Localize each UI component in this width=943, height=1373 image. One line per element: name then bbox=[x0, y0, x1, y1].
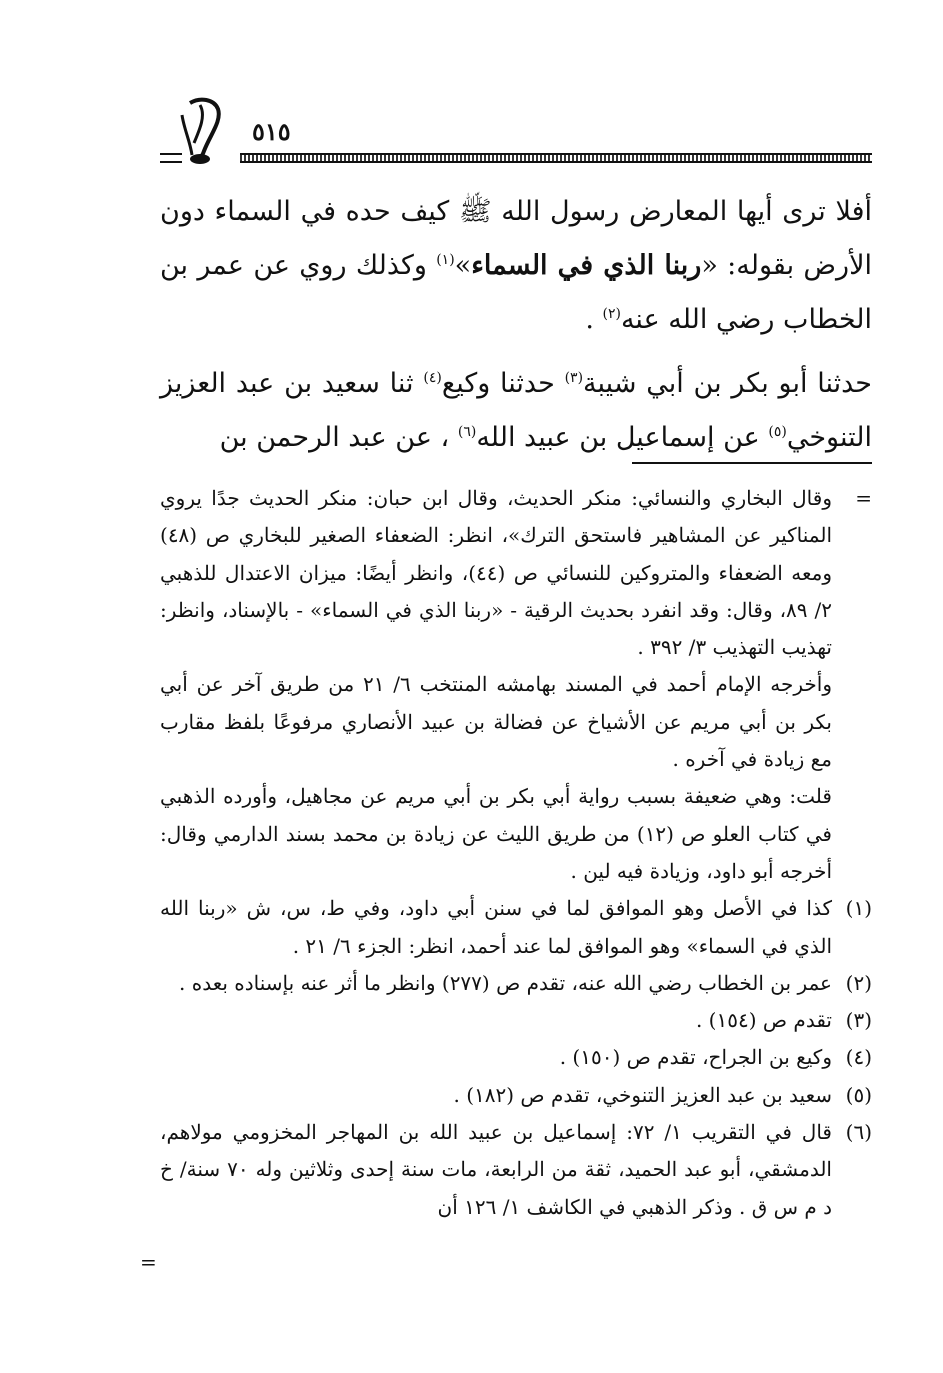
footnote-number: (١) bbox=[845, 896, 872, 921]
main-text bbox=[160, 185, 872, 465]
continuation-text-2: وأخرجه الإمام أحمد في المسند بهامشه المنتخب ٦/ ٢١ من طريق آخر عن أبي بكر بن أبي مريم عن الأشياخ عن فضالة بن عبيد الأنصاري مرفوعًا بلفظ مقارب مع زيادة في آخره . bbox=[160, 672, 832, 772]
footnote-ref-5: (٥) bbox=[768, 424, 787, 440]
footnote-1 bbox=[160, 890, 872, 965]
footnote-ref-1: (١) bbox=[436, 252, 455, 268]
footnote-ref-2: (٢) bbox=[602, 306, 621, 322]
footnote-text: وكيع بن الجراح، تقدم ص (١٥٠) . bbox=[559, 1045, 832, 1070]
continuation-text-1: وقال البخاري والنسائي: منكر الحديث، وقال ابن حبان: منكر الحديث جدًا يروي المناكير عن المشاهير فاستحق الترك»، انظر: الضعفاء الصغير للبخاري ص (٤٨) ومعه الضعفاء والمتروكين للنسائي ص (٤٤)، وانظر أيضًا: ميزان الاعتدال للذهبي ٢/ ٨٩، وقال: وقد انفرد بحديث الرقية - «ربنا الذي في السماء» - بالإسناد، وانظر: تهذيب التهذيب ٣/ ٣٩٢ . bbox=[160, 486, 833, 660]
continuation-text-3: قلت: وهي ضعيفة بسبب رواية أبي بكر بن أبي مريم عن مجاهيل، وأورده الذهبي في كتاب العلو ص (١٢) من طريق الليث عن زيادة بن محمد بسند الدارمي وقال: أخرجه أبو داود، وزيادة فيه لين . bbox=[160, 784, 832, 883]
page-header bbox=[160, 95, 872, 167]
header-rule bbox=[240, 153, 872, 163]
footnote-separator bbox=[632, 462, 872, 464]
footnote-text: تقدم ص (١٥٤) . bbox=[695, 1008, 832, 1033]
footnote-number: (٥) bbox=[845, 1082, 872, 1107]
footnote-ref-3: (٣) bbox=[564, 370, 584, 386]
footnote-5 bbox=[160, 1077, 872, 1114]
paragraph-1: أفلا ترى أيها المعارض رسول الله ﷺ كيف حده في السماء دون الأرض بقوله: «ربنا الذي في السماء»$^{(١)}$ وكذلك روي عن عمر بن الخطاب رضي الله عنه$^{(٢)}$ . bbox=[160, 196, 873, 335]
header-rule-left bbox=[160, 153, 182, 163]
continuation-marker: = bbox=[855, 486, 872, 510]
footnote-text: قال في التقريب ١/ ٧٢: إسماعيل بن عبيد الله بن المهاجر المخزومي مولاهم، الدمشقي، أبو عبد الحميد، ثقة من الرابعة، مات سنة إحدى وثلاثين وله ٧٠ سنة/ خ د م س ق . وذكر الذهبي في الكاشف ١/ ١٢٦ أن bbox=[160, 1120, 832, 1219]
continuation-end-marker: = bbox=[140, 1250, 157, 1274]
hadith-quote: ربنا الذي في السماء bbox=[471, 250, 702, 281]
footnote-4 bbox=[160, 1039, 872, 1076]
footnote-text: كذا في الأصل وهو الموافق لما في سنن أبي داود، وفي ط، س، ش «ربنا الله الذي في السماء» وهو الموافق لما عند أحمد، انظر: الجزء ٦/ ٢١ . bbox=[160, 896, 832, 958]
footnote-3 bbox=[160, 1002, 872, 1039]
footnote-number: (٢) bbox=[845, 970, 872, 995]
footnote-number: (٦) bbox=[845, 1120, 872, 1145]
footnote-6 bbox=[160, 1114, 872, 1226]
footnote-ref-4: (٤) bbox=[423, 370, 442, 386]
paragraph-2: حدثنا أبو بكر بن أبي شيبة$^{(٣)}$ حدثنا وكيع$^{(٤)}$ ثنا سعيد بن عبد العزيز التنوخي$^{(٥)}$ عن إسماعيل بن عبيد الله$^{(٦)}$ ، عن عبد الرحمن بن bbox=[160, 368, 873, 453]
footnote-2 bbox=[160, 965, 872, 1002]
footnote-continuation bbox=[160, 480, 872, 666]
footnote-text: سعيد بن عبد العزيز التنوخي، تقدم ص (١٨٢) . bbox=[453, 1082, 832, 1107]
footnotes bbox=[160, 480, 872, 1226]
footnote-ref-6: (٦) bbox=[457, 424, 477, 440]
footnote-number: (٣) bbox=[845, 1008, 872, 1033]
footnote-number: (٤) bbox=[845, 1045, 872, 1070]
footnote-text: عمر بن الخطاب رضي الله عنه، تقدم ص (٢٧٧) وانظر ما أثر عنه بإسناده بعده . bbox=[179, 970, 832, 995]
page-number: ٥١٥ bbox=[252, 117, 291, 146]
